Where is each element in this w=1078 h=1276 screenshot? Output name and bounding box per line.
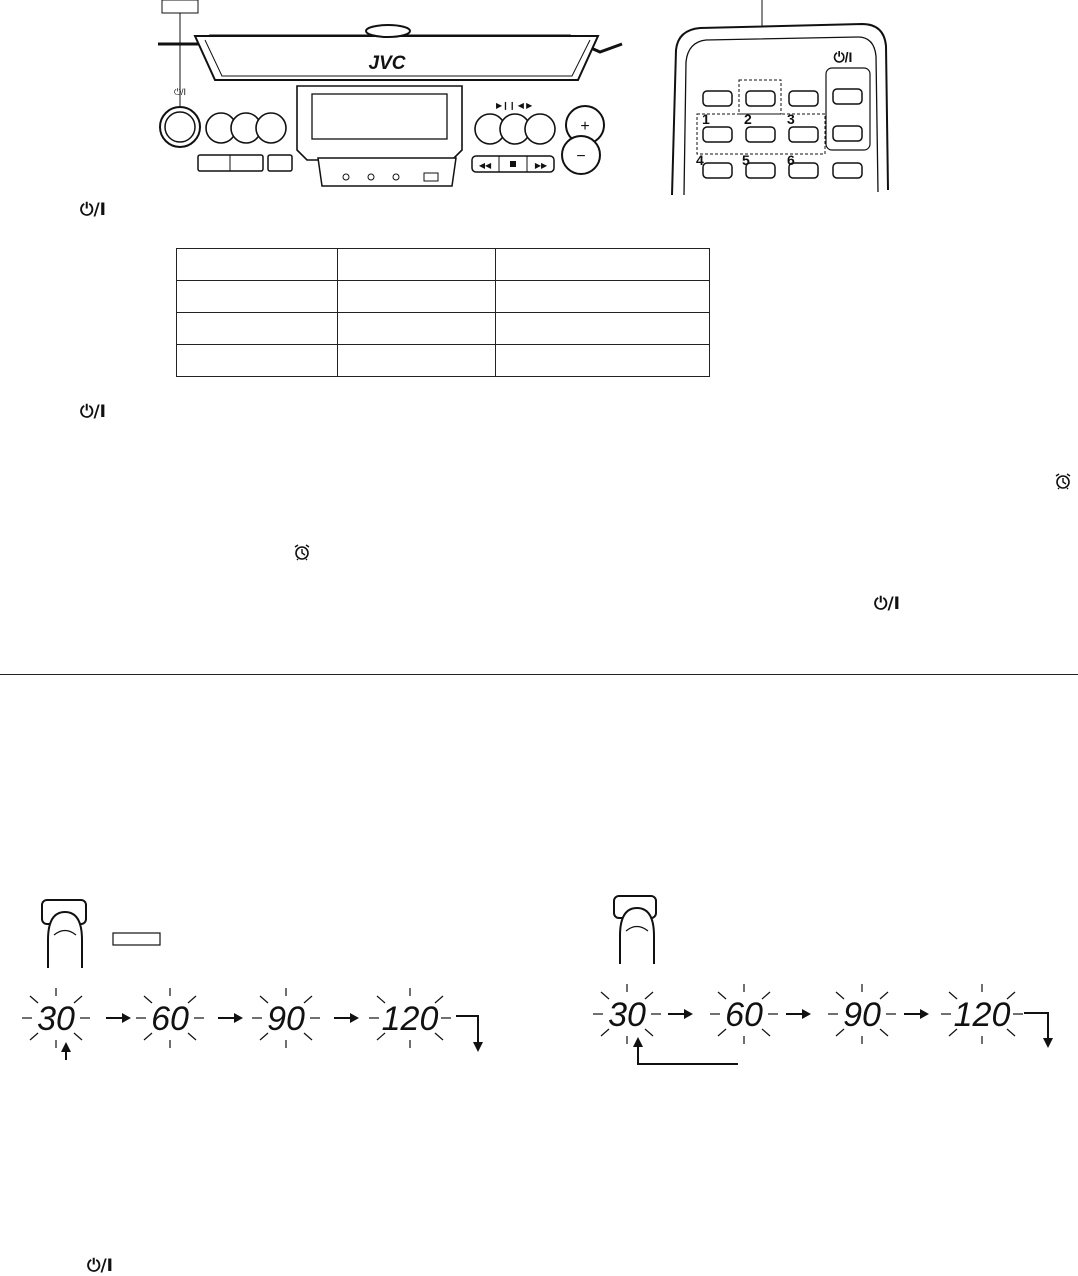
table-row (177, 345, 710, 377)
blink-ray (762, 1029, 770, 1036)
remote-num-3: 3 (787, 111, 795, 127)
remote-num-5: 5 (742, 152, 750, 168)
sleep-value: 120 (381, 1000, 439, 1038)
main-unit-illustration (150, 0, 630, 195)
alarm-clock-icon (293, 543, 311, 561)
sleep-value: 60 (725, 996, 763, 1034)
blink-ray (74, 1033, 82, 1040)
power-symbol-2: ⏻/I (80, 402, 106, 422)
sleep-value: 120 (953, 996, 1011, 1034)
sleep-value: 90 (843, 996, 881, 1034)
power-symbol-4: ⏻/I (87, 1256, 113, 1276)
table-row (177, 281, 710, 313)
blink-ray (188, 996, 196, 1003)
sleep-value: 60 (151, 1000, 189, 1038)
power-symbol-3: ⏻/I (874, 594, 900, 614)
blink-ray (645, 1029, 653, 1036)
settings-table (176, 248, 710, 377)
sleep-sequence-right (570, 890, 1070, 1070)
blink-ray (762, 992, 770, 999)
blink-ray (304, 996, 312, 1003)
remote-num-1: 1 (702, 111, 710, 127)
svg-text:▶❙❙ ◀ ▶: ▶❙❙ ◀ ▶ (496, 101, 533, 110)
blink-ray (880, 1029, 888, 1036)
blink-ray (74, 996, 82, 1003)
svg-text:⏻/I: ⏻/I (833, 49, 853, 65)
blink-ray (188, 1033, 196, 1040)
blink-ray (880, 992, 888, 999)
svg-text:◀◀: ◀◀ (478, 161, 492, 170)
sleep-value: 30 (37, 1000, 75, 1038)
table-row (177, 313, 710, 345)
sleep-value: 90 (267, 1000, 305, 1038)
mode-buttons (206, 113, 286, 143)
brand-logo: JVC (368, 53, 406, 74)
remote-num-4: 4 (696, 152, 704, 168)
remote-num-2: 2 (744, 111, 752, 127)
section-divider (0, 674, 1078, 675)
sleep-value: 30 (608, 996, 646, 1034)
blink-ray (304, 1033, 312, 1040)
power-symbol-1: ⏻/I (80, 200, 106, 220)
table-row (177, 249, 710, 281)
svg-text:+: + (580, 118, 590, 135)
svg-text:▶▶: ▶▶ (534, 161, 548, 170)
remote-illustration (660, 0, 900, 195)
alarm-clock-icon (1054, 472, 1072, 490)
sleep-sequence-left (0, 890, 520, 1060)
blink-ray (645, 992, 653, 999)
svg-text:−: − (576, 148, 586, 165)
remote-num-6: 6 (787, 152, 795, 168)
svg-text:⏻/I: ⏻/I (173, 87, 187, 97)
